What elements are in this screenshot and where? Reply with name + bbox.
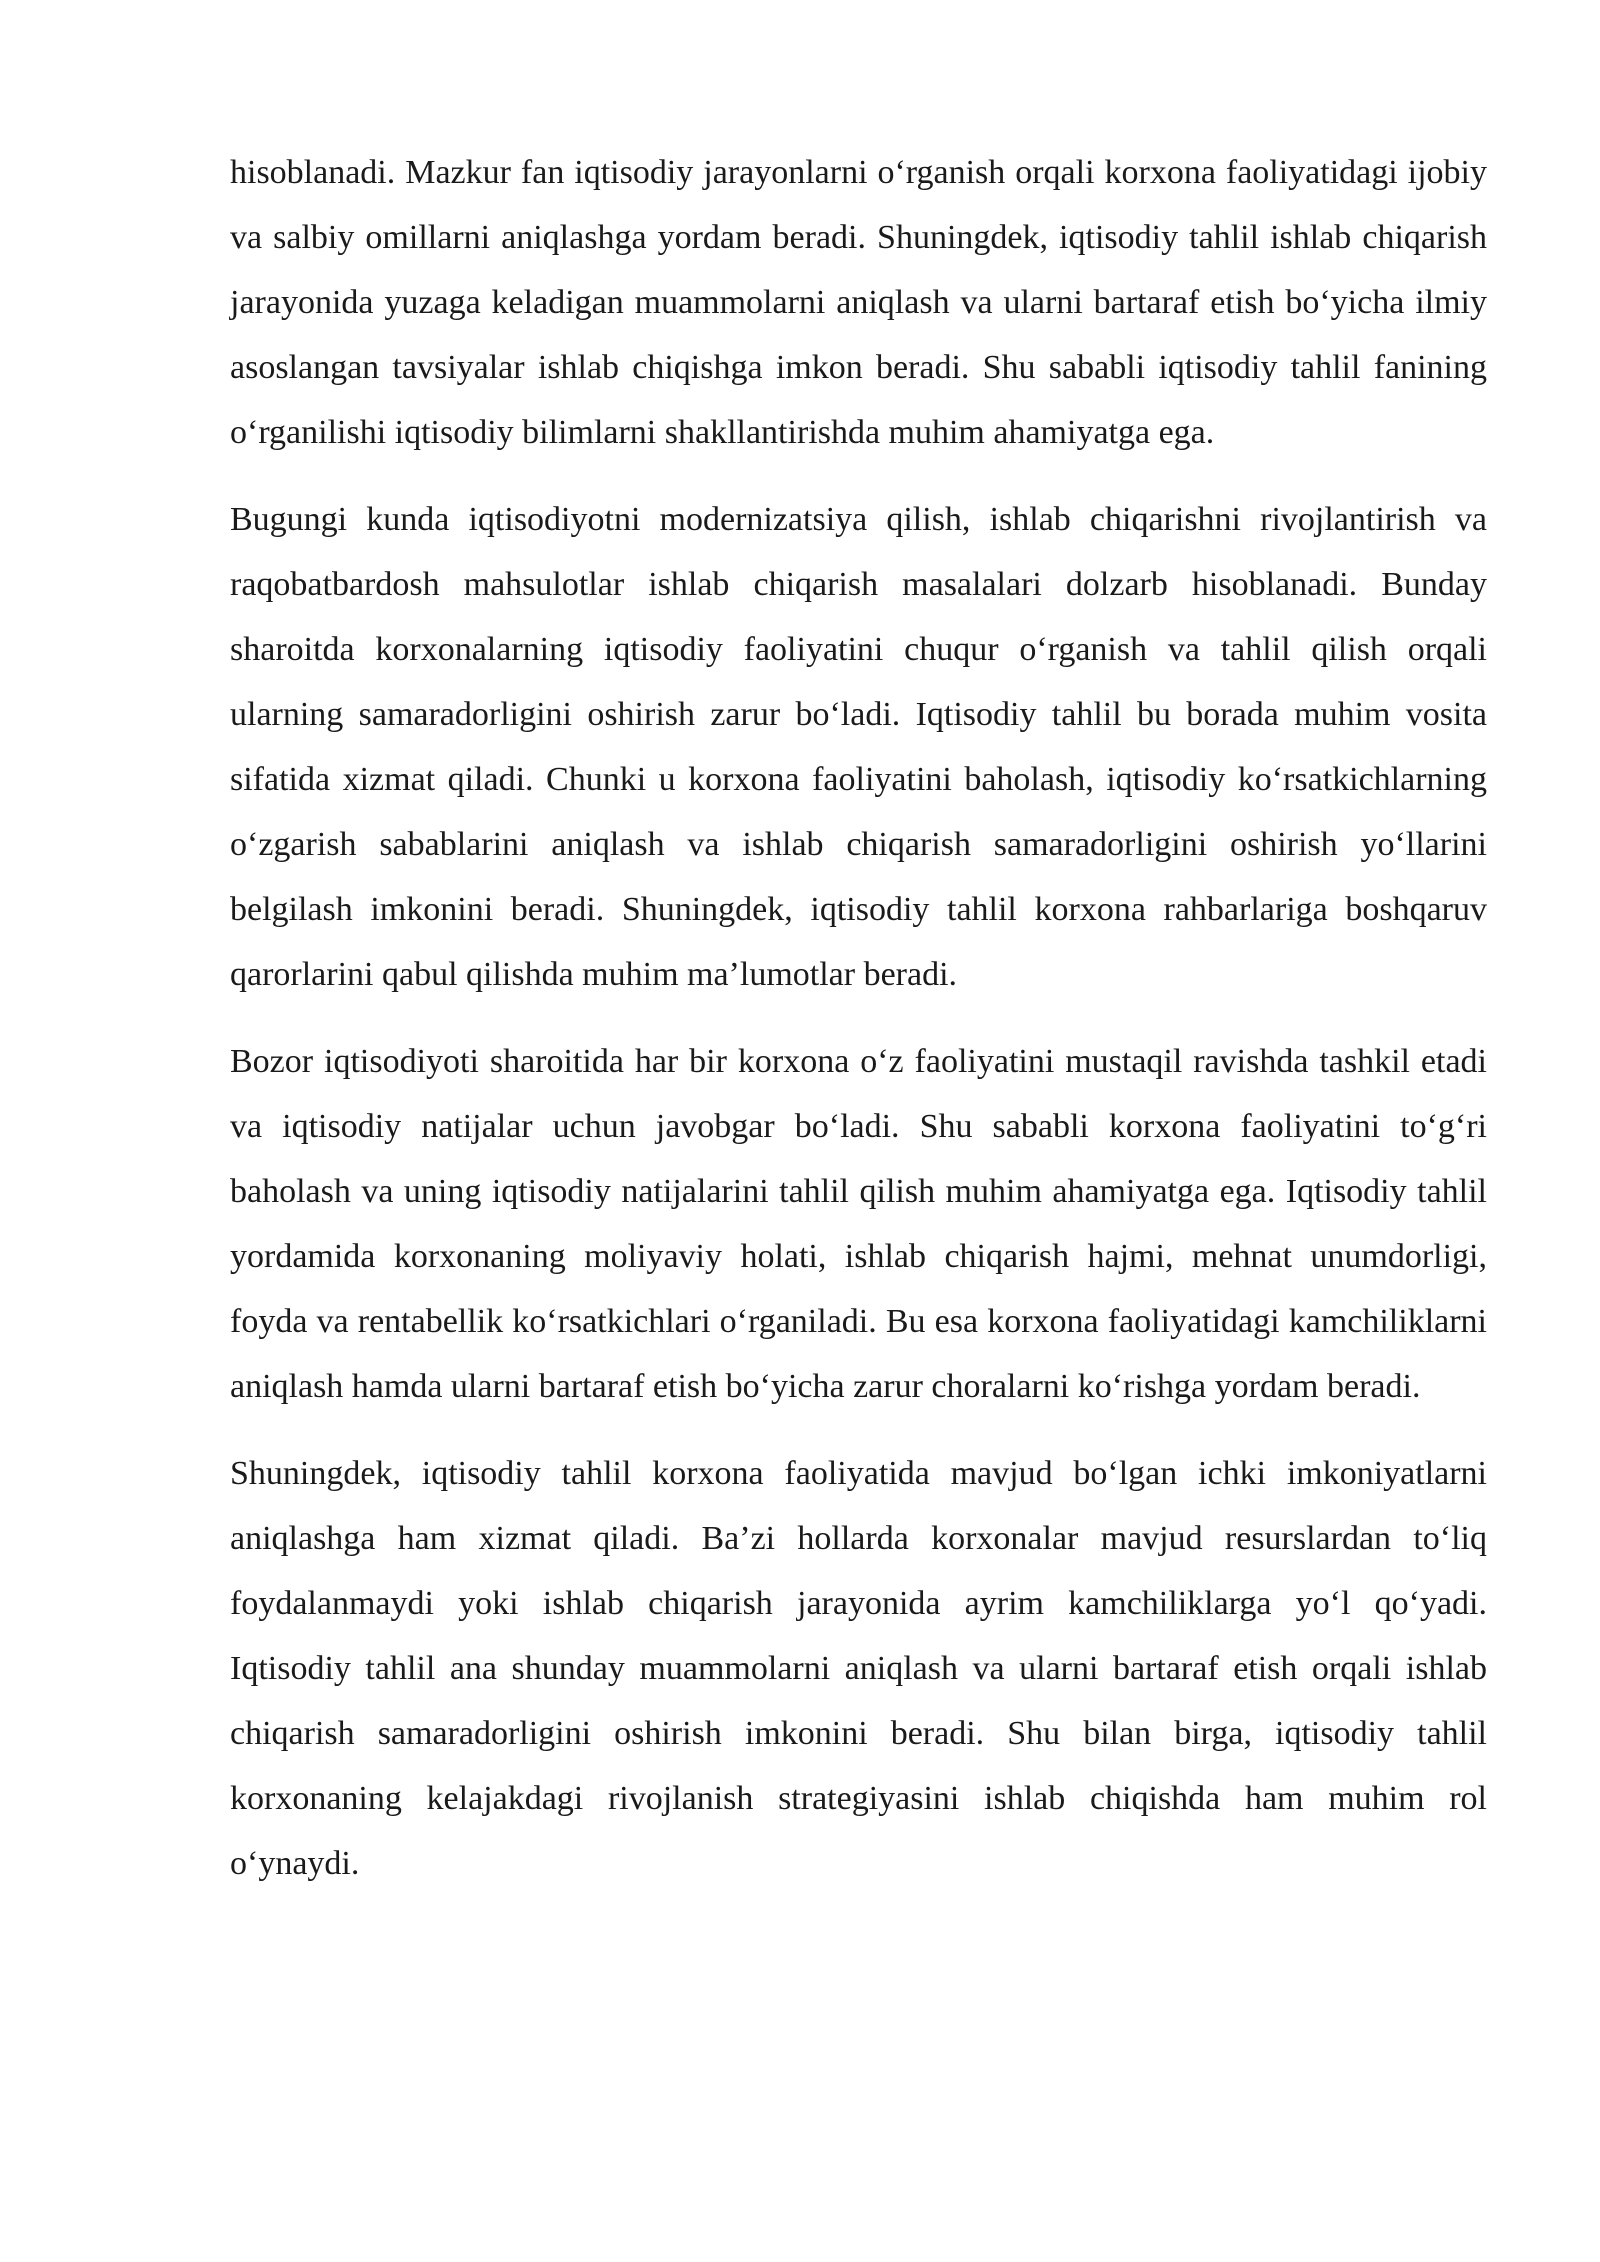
paragraph-4: Shuningdek, iqtisodiy tahlil korxona faoliyatida mavjud bo‘lgan ichki imkoniyatlarni aniqlashga ham xizmat qiladi. Ba’zi hollarda korxonalar mavjud resurslardan to‘liq foydalanmaydi yoki ishlab chiqarish jarayonida ayrim kamchiliklarga yo‘l qo‘yadi. Iqtisodiy tahlil ana shunday muammolarni aniqlash va ularni bartaraf etish orqali ishlab chiqarish samaradorligini oshirish imkonini beradi. Shu bilan birga, iqtisodiy tahlil korxonaning kelajakdagi rivojlanish strategiyasini ishlab chiqishda ham muhim rol o‘ynaydi.	[230, 1455, 1487, 1882]
paragraph-3: Bozor iqtisodiyoti sharoitida har bir korxona o‘z faoliyatini mustaqil ravishda tashkil etadi va iqtisodiy natijalar uchun javobgar bo‘ladi. Shu sababli korxona faoliyatini to‘g‘ri baholash va uning iqtisodiy natijalarini tahlil qilish muhim ahamiyatga ega. Iqtisodiy tahlil yordamida korxonaning moliyaviy holati, ishlab chiqarish hajmi, mehnat unumdorligi, foyda va rentabellik ko‘rsatkichlari o‘rganiladi. Bu esa korxona faoliyatidagi kamchiliklarni aniqlash hamda ularni bartaraf etish bo‘yicha zarur choralarni ko‘rishga yordam beradi.	[230, 1043, 1487, 1405]
document-page	[230, 140, 1487, 1918]
paragraph-1: hisoblanadi. Mazkur fan iqtisodiy jarayonlarni o‘rganish orqali korxona faoliyatidagi ijobiy va salbiy omillarni aniqlashga yordam beradi. Shuningdek, iqtisodiy tahlil ishlab chiqarish jarayonida yuzaga keladigan muammolarni aniqlash va ularni bartaraf etish bo‘yicha ilmiy asoslangan tavsiyalar ishlab chiqishga imkon beradi. Shu sababli iqtisodiy tahlil fanining o‘rganilishi iqtisodiy bilimlarni shakllantirishda muhim ahamiyatga ega.	[230, 154, 1487, 451]
paragraph-2: Bugungi kunda iqtisodiyotni modernizatsiya qilish, ishlab chiqarishni rivojlantirish va raqobatbardosh mahsulotlar ishlab chiqarish masalalari dolzarb hisoblanadi. Bunday sharoitda korxonalarning iqtisodiy faoliyatini chuqur o‘rganish va tahlil qilish orqali ularning samaradorligini oshirish zarur bo‘ladi. Iqtisodiy tahlil bu borada muhim vosita sifatida xizmat qiladi. Chunki u korxona faoliyatini baholash, iqtisodiy ko‘rsatkichlarning o‘zgarish sabablarini aniqlash va ishlab chiqarish samaradorligini oshirish yo‘llarini belgilash imkonini beradi. Shuningdek, iqtisodiy tahlil korxona rahbarlariga boshqaruv qarorlarini qabul qilishda muhim ma’lumotlar beradi.	[230, 501, 1487, 993]
